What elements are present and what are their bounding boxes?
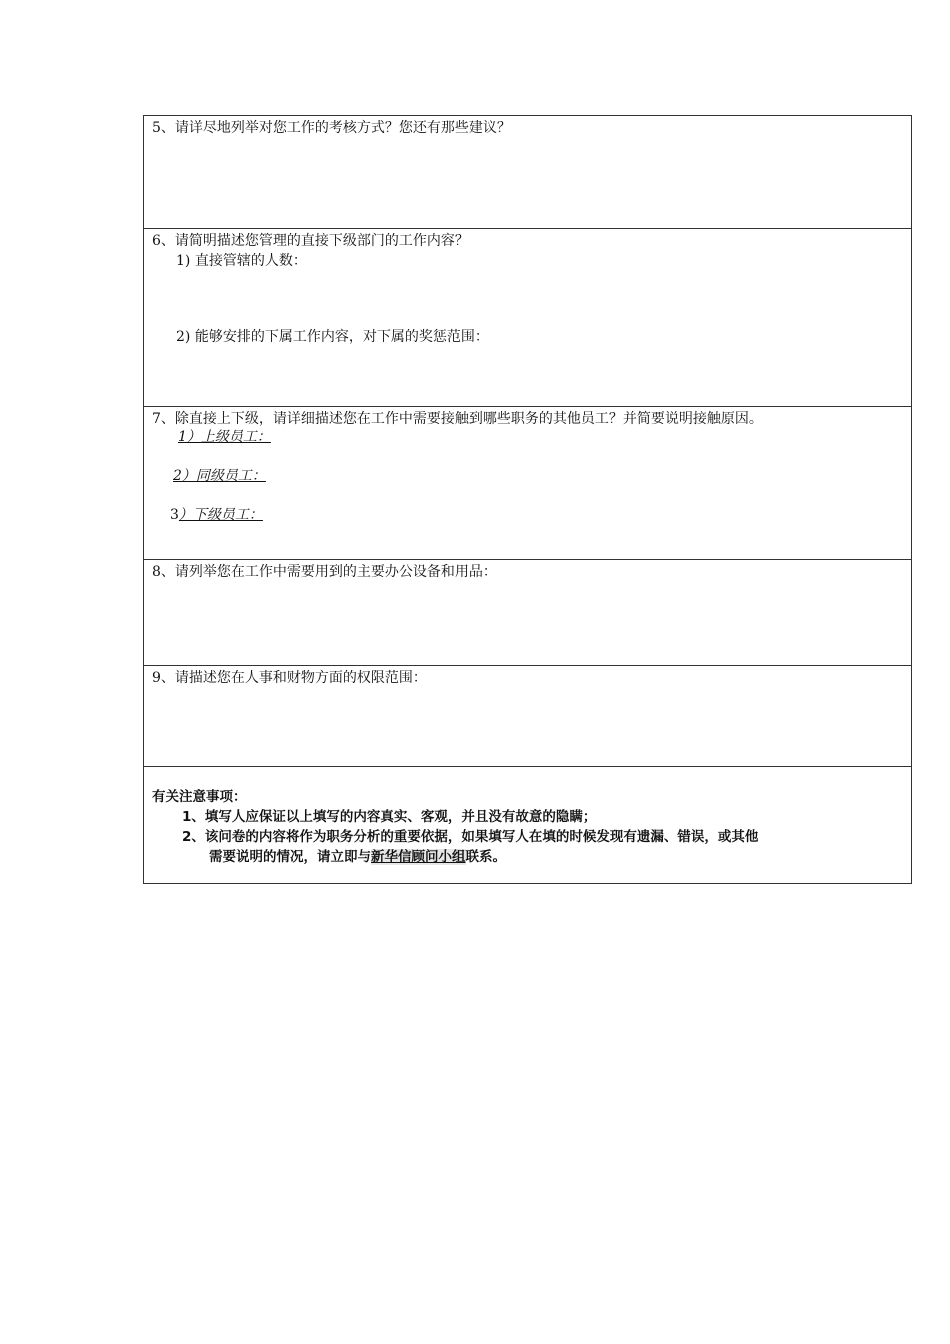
question-7-sub-2 — [152, 466, 903, 486]
notes-row — [144, 767, 912, 884]
question-6-label: 6、请简明描述您管理的直接下级部门的工作内容？ — [152, 233, 469, 249]
peer-staff-label: 2）同级员工： — [173, 468, 266, 484]
question-cell-6[interactable] — [144, 229, 912, 407]
question-7-sub-1 — [152, 427, 903, 447]
consulting-group-name: 新华信顾问小组 — [371, 849, 466, 865]
notes-title: 有关注意事项： — [152, 789, 247, 805]
question-cell-9[interactable] — [144, 666, 912, 767]
question-6-sub-1: 1) 直接管辖的人数： — [176, 253, 307, 269]
question-7-label: 7、除直接上下级，请详细描述您在工作中需要接触到哪些职务的其他员工？并简要说明接触原因。 — [152, 411, 763, 427]
question-row-8 — [144, 560, 912, 666]
question-row-6 — [144, 229, 912, 407]
questionnaire-table — [143, 115, 912, 884]
subordinate-staff-number: 3 — [170, 507, 179, 523]
question-row-9 — [144, 666, 912, 767]
question-5-label: 5、请详尽地列举对您工作的考核方式？您还有那些建议？ — [152, 120, 511, 136]
note-item-2-line-2 — [152, 847, 903, 867]
superior-staff-label: 1）上级员工： — [178, 429, 271, 445]
question-cell-8[interactable] — [144, 560, 912, 666]
note-item-2-pre: 需要说明的情况，请立即与 — [209, 849, 371, 865]
note-item-2-line-1: 2、该问卷的内容将作为职务分析的重要依据，如果填写人在填的时候发现有遗漏、错误，或其他 — [182, 829, 759, 845]
question-9-label: 9、请描述您在人事和财物方面的权限范围： — [152, 670, 427, 686]
question-8-label: 8、请列举您在工作中需要用到的主要办公设备和用品： — [152, 564, 497, 580]
note-item-2-post: 联系。 — [465, 849, 506, 865]
question-cell-7[interactable] — [144, 407, 912, 560]
subordinate-staff-label: ）下级员工： — [178, 507, 263, 523]
question-row-7 — [144, 407, 912, 560]
question-7-sub-3 — [152, 505, 903, 525]
question-cell-5[interactable] — [144, 116, 912, 229]
question-row-5 — [144, 116, 912, 229]
note-item-1: 1、填写人应保证以上填写的内容真实、客观，并且没有故意的隐瞒； — [182, 809, 597, 825]
notes-cell — [144, 767, 912, 884]
question-6-sub-2: 2) 能够安排的下属工作内容，对下属的奖惩范围： — [176, 329, 489, 345]
